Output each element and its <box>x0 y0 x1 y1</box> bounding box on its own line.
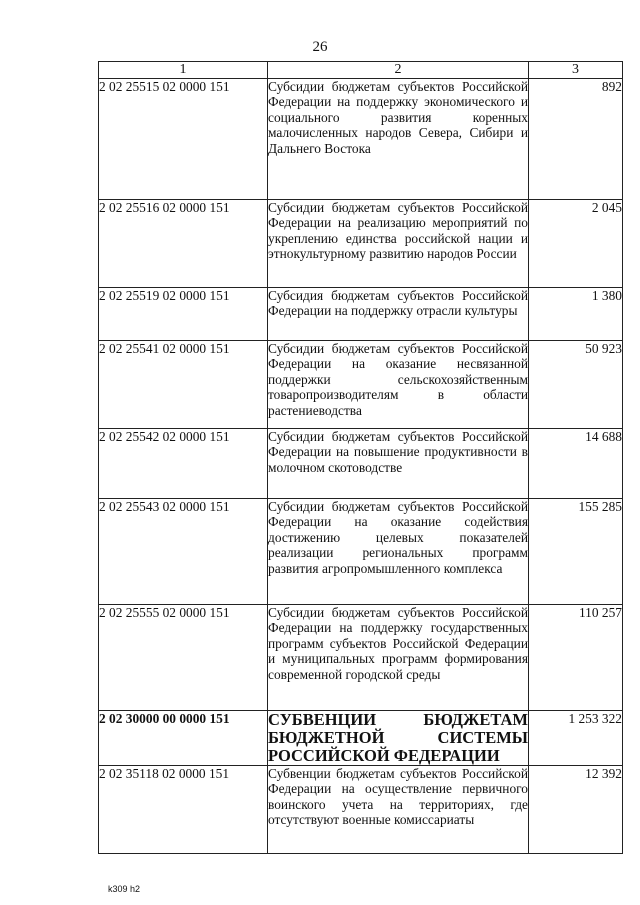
table-row <box>99 499 623 605</box>
row-description: Субсидии бюджетам субъектов Российской Федерации на поддержку экономического и социального развития коренных малочисленных народов Севера, Сибири и Дальнего Востока <box>268 79 529 200</box>
budget-code: 2 02 25515 02 0000 151 <box>99 79 268 200</box>
row-amount: 110 257 <box>529 605 623 711</box>
table-row <box>99 79 623 200</box>
column-header-code: 1 <box>99 62 268 79</box>
column-header-amount: 3 <box>529 62 623 79</box>
row-description: Субсидии бюджетам субъектов Российской Федерации на повышение продуктивности в молочном скотоводстве <box>268 429 529 499</box>
budget-code: 2 02 25516 02 0000 151 <box>99 200 268 288</box>
column-header-description: 2 <box>268 62 529 79</box>
row-description: Субсидии бюджетам субъектов Российской Федерации на реализацию мероприятий по укреплению единства российской нации и этнокультурному развитию народов России <box>268 200 529 288</box>
budget-code: 2 02 25541 02 0000 151 <box>99 341 268 429</box>
footer-mark: k309 h2 <box>108 884 141 894</box>
table-row <box>99 288 623 341</box>
row-amount: 1 253 322 <box>529 711 623 766</box>
row-amount: 12 392 <box>529 766 623 854</box>
budget-code: 2 02 30000 00 0000 151 <box>99 711 268 766</box>
page-number: 26 <box>312 39 328 55</box>
row-description: Субсидия бюджетам субъектов Российской Федерации на поддержку отрасли культуры <box>268 288 529 341</box>
row-amount: 155 285 <box>529 499 623 605</box>
budget-code: 2 02 35118 02 0000 151 <box>99 766 268 854</box>
row-description: Субвенции бюджетам субъектов Российской Федерации на осуществление первичного воинского учета на территориях, где отсутствуют военные комиссариаты <box>268 766 529 854</box>
budget-revenue-table <box>98 61 623 854</box>
table-row-subtotal <box>99 711 623 766</box>
budget-code: 2 02 25555 02 0000 151 <box>99 605 268 711</box>
row-amount: 14 688 <box>529 429 623 499</box>
budget-code: 2 02 25542 02 0000 151 <box>99 429 268 499</box>
budget-code: 2 02 25543 02 0000 151 <box>99 499 268 605</box>
row-amount: 2 045 <box>529 200 623 288</box>
table-row <box>99 605 623 711</box>
table-row <box>99 766 623 854</box>
row-description: Субсидии бюджетам субъектов Российской Федерации на оказание содействия достижению целевых показателей реализации региональных программ развития агропромышленного комплекса <box>268 499 529 605</box>
table-row <box>99 429 623 499</box>
table-row <box>99 341 623 429</box>
row-description: СУБВЕНЦИИ БЮДЖЕТАМ БЮДЖЕТНОЙ СИСТЕМЫ РОССИЙСКОЙ ФЕДЕРАЦИИ <box>268 710 528 765</box>
row-description: Субсидии бюджетам субъектов Российской Федерации на оказание несвязанной поддержки сельскохозяйственным товаропроизводителям в области растениеводства <box>268 341 529 429</box>
row-amount: 1 380 <box>529 288 623 341</box>
budget-code: 2 02 25519 02 0000 151 <box>99 288 268 341</box>
table-header-row <box>99 62 623 79</box>
row-amount: 50 923 <box>529 341 623 429</box>
table-row <box>99 200 623 288</box>
row-description: Субсидии бюджетам субъектов Российской Федерации на поддержку государственных программ субъектов Российской Федерации и муниципальных программ формирования современной городской среды <box>268 605 529 711</box>
row-amount: 892 <box>529 79 623 200</box>
